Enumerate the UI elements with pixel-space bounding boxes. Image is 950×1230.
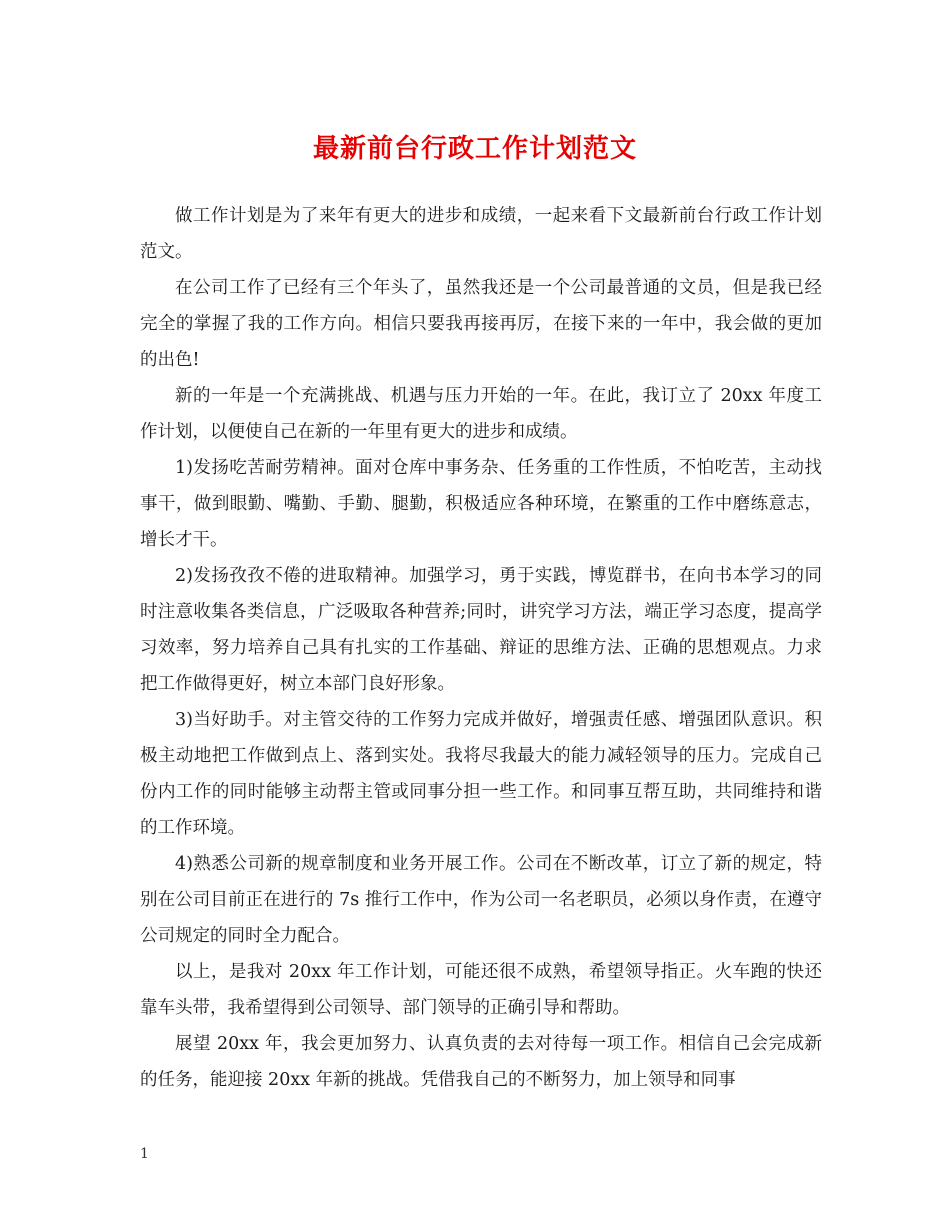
- document-title: 最新前台行政工作计划范文: [312, 134, 637, 164]
- paragraph-intro: 做工作计划是为了来年有更大的进步和成绩，一起来看下文最新前台行政工作计划范文。: [140, 206, 822, 262]
- paragraph-experience: 在公司工作了已经有三个年头了，虽然我还是一个公司最普通的文员，但是我已经完全的掌握了我的工作方向。相信只要我再接再厉，在接下来的一年中，我会做的更加的出色!: [140, 278, 822, 370]
- paragraph-summary: 以上，是我对 20xx 年工作计划，可能还很不成熟，希望领导指正。火车跑的快还靠车头带，我希望得到公司领导、部门领导的正确引导和帮助。: [140, 962, 822, 1018]
- paragraph-new-year: 新的一年是一个充满挑战、机遇与压力开始的一年。在此，我订立了 20xx 年度工作计划，以便使自己在新的一年里有更大的进步和成绩。: [140, 386, 822, 442]
- page-number: 1: [140, 1146, 149, 1162]
- paragraph-outlook: 展望 20xx 年，我会更加努力、认真负责的去对待每一项工作。相信自己会完成新的任务，能迎接 20xx 年新的挑战。凭借我自己的不断努力，加上领导和同事: [140, 1034, 822, 1090]
- paragraph-item-2: 2)发扬孜孜不倦的进取精神。加强学习，勇于实践，博览群书，在向书本学习的同时注意收集各类信息，广泛吸取各种营养;同时，讲究学习方法，端正学习态度，提高学习效率，努力培养自己具有扎实的工作基础、辩证的思维方法、正确的思想观点。力求把工作做得更好，树立本部门良好形象。: [140, 566, 822, 694]
- paragraph-item-3: 3)当好助手。对主管交待的工作努力完成并做好，增强责任感、增强团队意识。积极主动地把工作做到点上、落到实处。我将尽我最大的能力减轻领导的压力。完成自己份内工作的同时能够主动帮主管或同事分担一些工作。和同事互帮互助，共同维持和谐的工作环境。: [140, 710, 822, 838]
- paragraph-item-4: 4)熟悉公司新的规章制度和业务开展工作。公司在不断改革，订立了新的规定，特别在公司目前正在进行的 7s 推行工作中，作为公司一名老职员，必须以身作责，在遵守公司规定的同时全力配合。: [140, 854, 822, 946]
- paragraph-item-1: 1)发扬吃苦耐劳精神。面对仓库中事务杂、任务重的工作性质，不怕吃苦，主动找事干，做到眼勤、嘴勤、手勤、腿勤，积极适应各种环境，在繁重的工作中磨练意志，增长才干。: [140, 458, 822, 550]
- document-body: [140, 198, 822, 1098]
